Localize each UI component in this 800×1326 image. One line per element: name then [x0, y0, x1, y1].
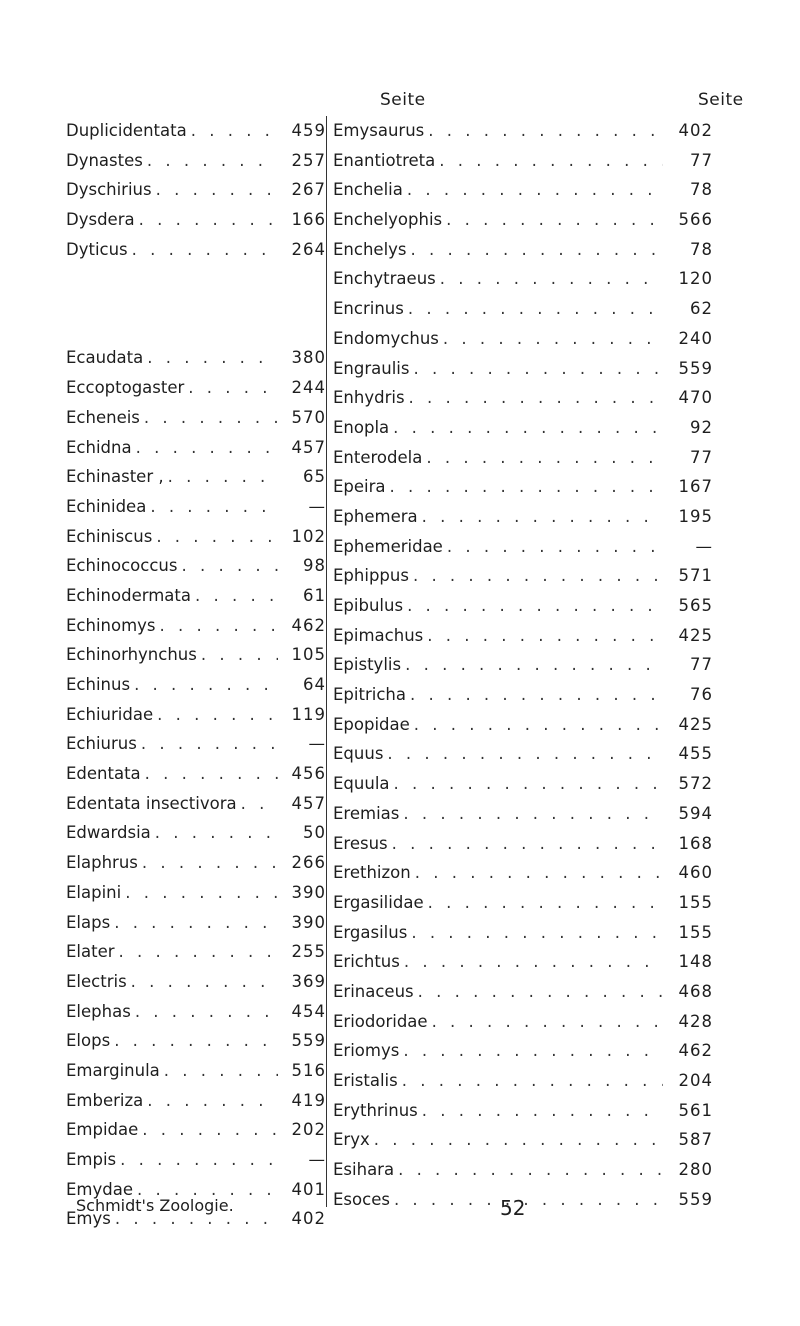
- leader-dots: [151, 818, 278, 848]
- entry-name: Engraulis: [333, 358, 410, 378]
- leader-dots: [143, 1086, 278, 1116]
- index-entry: [66, 670, 326, 700]
- entry-page: 462: [291, 615, 326, 635]
- entry-name: Enhydris: [333, 388, 405, 408]
- entry-name: Endomychus: [333, 328, 439, 348]
- entry-page: 559: [291, 1031, 326, 1051]
- index-entry: [333, 1125, 713, 1155]
- leader-dots: [406, 680, 663, 710]
- index-entry: [333, 235, 713, 265]
- entry-page: 459: [291, 121, 326, 140]
- index-entry: [66, 373, 326, 403]
- entry-page: 587: [678, 1130, 713, 1150]
- entry-name: Eriomys: [333, 1041, 400, 1061]
- entry-page: 267: [291, 180, 326, 200]
- entry-page: 570: [291, 407, 326, 427]
- leader-dots: [138, 1115, 278, 1145]
- entry-name: Esoces: [333, 1189, 390, 1209]
- entry-name: Eccoptogaster: [66, 378, 185, 398]
- leader-dots: [407, 918, 663, 948]
- entry-name: Eriodoridae: [333, 1011, 428, 1031]
- entry-page: 76: [690, 685, 713, 705]
- index-entry: [333, 1007, 713, 1037]
- entry-page: 61: [303, 585, 326, 605]
- entry-page: 77: [690, 447, 713, 467]
- index-entry: [66, 116, 326, 146]
- entry-page: —: [308, 496, 326, 516]
- entry-page: 77: [690, 150, 713, 170]
- index-entry: [333, 739, 713, 769]
- entry-name: Erythrinus: [333, 1100, 418, 1120]
- entry-page: 168: [678, 833, 713, 853]
- index-entry: [333, 680, 713, 710]
- entry-name: Echiuridae: [66, 704, 154, 724]
- leader-dots: [435, 146, 663, 176]
- entry-page: 257: [291, 150, 326, 170]
- leader-dots: [439, 324, 663, 354]
- index-entry: [333, 472, 713, 502]
- index-column-left: [66, 116, 326, 1234]
- leader-dots: [388, 829, 663, 859]
- entry-page: 428: [678, 1011, 713, 1031]
- entry-page: 166: [291, 210, 326, 230]
- entry-page: 155: [678, 922, 713, 942]
- entry-name: Equula: [333, 774, 390, 794]
- entry-name: Dyticus: [66, 239, 128, 259]
- leader-dots: [410, 710, 663, 740]
- index-entry: [66, 700, 326, 730]
- leader-dots: [153, 700, 278, 730]
- leader-dots: [137, 729, 278, 759]
- index-entry: [66, 1145, 326, 1175]
- leader-dots: [370, 1125, 663, 1155]
- index-entry: [333, 413, 713, 443]
- index-entry: [333, 146, 713, 176]
- entry-page: 401: [291, 1179, 326, 1199]
- entry-name: Echinus: [66, 675, 131, 694]
- entry-page: 78: [690, 180, 713, 200]
- index-entry: [66, 1115, 326, 1145]
- entry-page: 455: [678, 744, 713, 764]
- entry-name: Encrinus: [333, 299, 404, 319]
- index-entry: [66, 789, 326, 819]
- entry-page: 204: [678, 1071, 713, 1090]
- entry-page: 460: [678, 863, 713, 883]
- entry-page: 369: [291, 971, 326, 991]
- leader-dots: [237, 789, 278, 819]
- entry-name: Elephas: [66, 1001, 131, 1021]
- leader-dots: [152, 522, 278, 552]
- index-entry: [66, 235, 326, 265]
- entry-name: Esihara: [333, 1160, 395, 1180]
- entry-name: Echidna: [66, 437, 132, 457]
- index-entry: [333, 918, 713, 948]
- index-entry: [333, 294, 713, 324]
- entry-page: 457: [291, 437, 326, 457]
- leader-dots: [386, 472, 663, 502]
- entry-page: 50: [303, 823, 326, 843]
- leader-dots: [436, 264, 663, 294]
- index-entry: [333, 591, 713, 621]
- index-entry: [66, 937, 326, 967]
- leader-dots: [428, 1007, 663, 1037]
- index-entry: [66, 551, 326, 581]
- leader-dots: [146, 492, 278, 522]
- entry-page: 425: [678, 714, 713, 734]
- leader-dots: [160, 1056, 278, 1086]
- entry-name: Echiniscus: [66, 526, 153, 546]
- entry-name: Epitricha: [333, 685, 406, 705]
- entry-name: Dynastes: [66, 150, 143, 170]
- leader-dots: [418, 1096, 663, 1126]
- index-entry: [333, 175, 713, 205]
- entry-page: 390: [291, 882, 326, 902]
- entry-page: 148: [678, 952, 713, 972]
- entry-page: 425: [678, 625, 713, 645]
- entry-name: Equus: [333, 744, 384, 764]
- entry-page: 167: [678, 477, 713, 497]
- entry-name: Epimachus: [333, 625, 424, 645]
- entry-name: Ergasilidae: [333, 892, 424, 912]
- index-entry: [66, 343, 326, 373]
- index-entry: [66, 729, 326, 759]
- leader-dots: [138, 848, 278, 878]
- entry-page: 105: [291, 645, 326, 665]
- index-entry: [333, 1096, 713, 1126]
- entry-name: Ephippus: [333, 566, 409, 586]
- entry-page: 155: [678, 892, 713, 912]
- entry-page: 559: [678, 1189, 713, 1209]
- leader-dots: [442, 205, 663, 235]
- index-entry: [66, 581, 326, 611]
- index-entry: [333, 888, 713, 918]
- entry-page: 390: [291, 912, 326, 932]
- index-entry: [66, 611, 326, 641]
- entry-name: Eresus: [333, 833, 388, 853]
- entry-page: 264: [291, 239, 326, 259]
- leader-dots: [128, 235, 278, 265]
- entry-name: Enchelys: [333, 239, 407, 259]
- entry-page: 559: [678, 358, 713, 378]
- entry-name: Emarginula: [66, 1060, 160, 1080]
- index-entry: [333, 1155, 713, 1185]
- seite-header-right: Seite: [698, 90, 744, 110]
- index-entry: [333, 799, 713, 829]
- entry-page: 98: [303, 556, 326, 576]
- leader-dots: [390, 1185, 663, 1215]
- index-entry: [66, 522, 326, 552]
- leader-dots: [156, 611, 278, 641]
- entry-page: 202: [291, 1120, 326, 1140]
- entry-name: Ephemera: [333, 506, 418, 526]
- leader-dots: [110, 908, 278, 938]
- index-entry: [333, 769, 713, 799]
- index-entry: [66, 205, 326, 235]
- leader-dots: [403, 591, 663, 621]
- entry-name: Epeira: [333, 477, 386, 497]
- entry-page: 244: [291, 378, 326, 398]
- leader-dots: [399, 799, 663, 829]
- index-entry: [66, 175, 326, 205]
- leader-dots: [399, 1036, 663, 1066]
- entry-name: Empis: [66, 1150, 117, 1169]
- entry-name: Elapini: [66, 882, 122, 902]
- entry-page: 402: [291, 1209, 326, 1229]
- entry-name: Enterodela: [333, 447, 423, 467]
- leader-dots: [152, 175, 278, 205]
- leader-dots: [390, 769, 663, 799]
- entry-name: Enchelyophis: [333, 210, 443, 230]
- entry-name: Enchelia: [333, 180, 403, 200]
- index-entry: [333, 116, 713, 146]
- entry-page: 571: [678, 566, 713, 586]
- index-entry: [333, 947, 713, 977]
- entry-name: Echinidea: [66, 496, 147, 516]
- entry-name: Dysdera: [66, 210, 135, 230]
- entry-page: 280: [678, 1160, 713, 1180]
- index-entry: [333, 264, 713, 294]
- index-entry: [66, 1026, 326, 1056]
- leader-dots: [191, 581, 278, 611]
- entry-page: 62: [690, 299, 713, 319]
- entry-name: Elaphrus: [66, 853, 138, 873]
- leader-dots: [197, 640, 278, 670]
- index-entry: [333, 1066, 713, 1096]
- entry-name: Edentata insectivora: [66, 793, 237, 813]
- entry-name: Emys: [66, 1209, 111, 1229]
- index-entry: [333, 383, 713, 413]
- entry-page: 454: [291, 1001, 326, 1021]
- entry-page: 457: [291, 793, 326, 813]
- entry-page: 419: [291, 1090, 326, 1110]
- index-entry: [66, 640, 326, 670]
- entry-page: 380: [291, 348, 326, 368]
- entry-name: Echeneis: [66, 407, 140, 427]
- entry-name: Echinococcus: [66, 556, 178, 576]
- entry-page: 594: [678, 803, 713, 823]
- index-entry: [333, 443, 713, 473]
- entry-page: 402: [678, 121, 713, 140]
- leader-dots: [404, 294, 663, 324]
- leader-dots: [414, 977, 663, 1007]
- leader-dots: [394, 1155, 663, 1185]
- entry-name: Echinorhynchus: [66, 645, 197, 665]
- entry-name: Emydae: [66, 1179, 133, 1199]
- entry-name: Edentata: [66, 764, 141, 784]
- entry-page: 77: [690, 655, 713, 675]
- index-entry: [66, 403, 326, 433]
- leader-dots: [401, 650, 663, 680]
- index-entry: [333, 1036, 713, 1066]
- index-entry: [66, 848, 326, 878]
- leader-dots: [177, 551, 278, 581]
- index-entry: [66, 146, 326, 176]
- index-entry: [333, 650, 713, 680]
- index-entry: [66, 908, 326, 938]
- index-entry: [333, 532, 713, 562]
- leader-dots: [409, 354, 663, 384]
- leader-dots: [121, 878, 278, 908]
- index-entry: [66, 759, 326, 789]
- leader-dots: [424, 116, 663, 146]
- index-entry: [66, 818, 326, 848]
- index-entry: [66, 1086, 326, 1116]
- index-entry: [333, 621, 713, 651]
- index-entry: [333, 977, 713, 1007]
- leader-dots: [389, 413, 663, 443]
- entry-name: Ergasilus: [333, 922, 408, 942]
- entry-name: Erichtus: [333, 952, 400, 972]
- leader-dots: [383, 739, 663, 769]
- index-entry: [333, 324, 713, 354]
- index-entry: [66, 462, 326, 492]
- entry-name: Duplicidentata: [66, 121, 187, 140]
- entry-name: Elops: [66, 1031, 111, 1051]
- index-entry: [66, 878, 326, 908]
- index-entry: [66, 433, 326, 463]
- index-entry: [333, 354, 713, 384]
- entry-page: 456: [291, 764, 326, 784]
- leader-dots: [164, 462, 278, 492]
- entry-name: Erinaceus: [333, 981, 414, 1001]
- entry-page: 462: [678, 1041, 713, 1061]
- entry-page: 120: [678, 269, 713, 289]
- leader-dots: [141, 759, 278, 789]
- footer-page-number: 52: [500, 1196, 526, 1220]
- leader-dots: [424, 888, 663, 918]
- entry-name: Eremias: [333, 803, 400, 823]
- entry-name: Epistylis: [333, 655, 402, 675]
- entry-name: Echiurus: [66, 734, 137, 754]
- leader-dots: [409, 561, 663, 591]
- leader-dots: [443, 532, 663, 562]
- entry-page: 572: [678, 774, 713, 794]
- entry-page: 255: [291, 942, 326, 962]
- entry-name: Enantiotreta: [333, 150, 436, 170]
- index-entry: [333, 710, 713, 740]
- index-entry: [333, 561, 713, 591]
- entry-name: Epibulus: [333, 596, 404, 615]
- entry-page: 240: [678, 328, 713, 348]
- entry-name: Eristalis: [333, 1071, 398, 1090]
- entry-name: Elater: [66, 942, 115, 962]
- entry-page: —: [308, 734, 326, 754]
- entry-page: 516: [291, 1060, 326, 1080]
- entry-name: Emysaurus: [333, 121, 425, 140]
- entry-page: 195: [678, 506, 713, 526]
- leader-dots: [187, 116, 278, 146]
- entry-name: Epopidae: [333, 714, 410, 734]
- entry-name: Empidae: [66, 1120, 139, 1140]
- leader-dots: [130, 670, 278, 700]
- entry-page: 470: [678, 388, 713, 408]
- leader-dots: [403, 175, 663, 205]
- entry-page: 561: [678, 1100, 713, 1120]
- entry-page: 266: [291, 853, 326, 873]
- entry-page: 468: [678, 981, 713, 1001]
- entry-page: 64: [303, 675, 326, 694]
- index-column-right: [326, 116, 713, 1207]
- leader-dots: [184, 373, 278, 403]
- entry-name: Elaps: [66, 912, 111, 932]
- entry-name: Emberiza: [66, 1090, 144, 1110]
- entry-name: Echinomys: [66, 615, 156, 635]
- entry-name: Dyschirius: [66, 180, 152, 200]
- index-entry: [333, 502, 713, 532]
- leader-dots: [127, 967, 278, 997]
- entry-name: Erethizon: [333, 863, 411, 883]
- entry-page: 78: [690, 239, 713, 259]
- index-entry: [333, 829, 713, 859]
- leader-dots: [418, 502, 663, 532]
- leader-dots: [140, 403, 278, 433]
- entry-name: Eryx: [333, 1130, 370, 1150]
- leader-dots: [400, 947, 663, 977]
- leader-dots: [423, 621, 663, 651]
- leader-dots: [143, 343, 278, 373]
- index-entry: [333, 205, 713, 235]
- entry-page: 565: [678, 596, 713, 615]
- leader-dots: [135, 205, 278, 235]
- leader-dots: [143, 146, 278, 176]
- footer-source: Schmidt's Zoologie.: [76, 1196, 234, 1215]
- leader-dots: [407, 235, 663, 265]
- entry-name: Edwardsia: [66, 823, 151, 843]
- entry-page: 92: [690, 417, 713, 437]
- leader-dots: [398, 1066, 663, 1096]
- seite-header-left: Seite: [380, 90, 426, 110]
- entry-name: Ecaudata: [66, 348, 144, 368]
- entry-name: Ephemeridae: [333, 536, 443, 556]
- entry-name: Echinaster ,: [66, 467, 164, 487]
- index-entry: [66, 492, 326, 522]
- entry-page: 119: [291, 704, 326, 724]
- entry-name: Enopla: [333, 417, 390, 437]
- entry-page: —: [308, 1150, 326, 1169]
- entry-page: 102: [291, 526, 326, 546]
- leader-dots: [411, 858, 663, 888]
- leader-dots: [115, 937, 278, 967]
- entry-page: —: [695, 536, 713, 556]
- entry-page: 65: [303, 467, 326, 487]
- leader-dots: [422, 443, 663, 473]
- entry-page: 566: [678, 210, 713, 230]
- leader-dots: [405, 383, 663, 413]
- index-entry: [66, 967, 326, 997]
- index-entry: [66, 997, 326, 1027]
- entry-name: Echinodermata: [66, 585, 191, 605]
- entry-name: Enchytraeus: [333, 269, 436, 289]
- leader-dots: [131, 997, 278, 1027]
- entry-name: Electris: [66, 971, 127, 991]
- index-entry: [333, 858, 713, 888]
- leader-dots: [132, 433, 278, 463]
- leader-dots: [110, 1026, 278, 1056]
- index-entry: [66, 1056, 326, 1086]
- leader-dots: [116, 1145, 278, 1175]
- section-gap: [66, 264, 326, 343]
